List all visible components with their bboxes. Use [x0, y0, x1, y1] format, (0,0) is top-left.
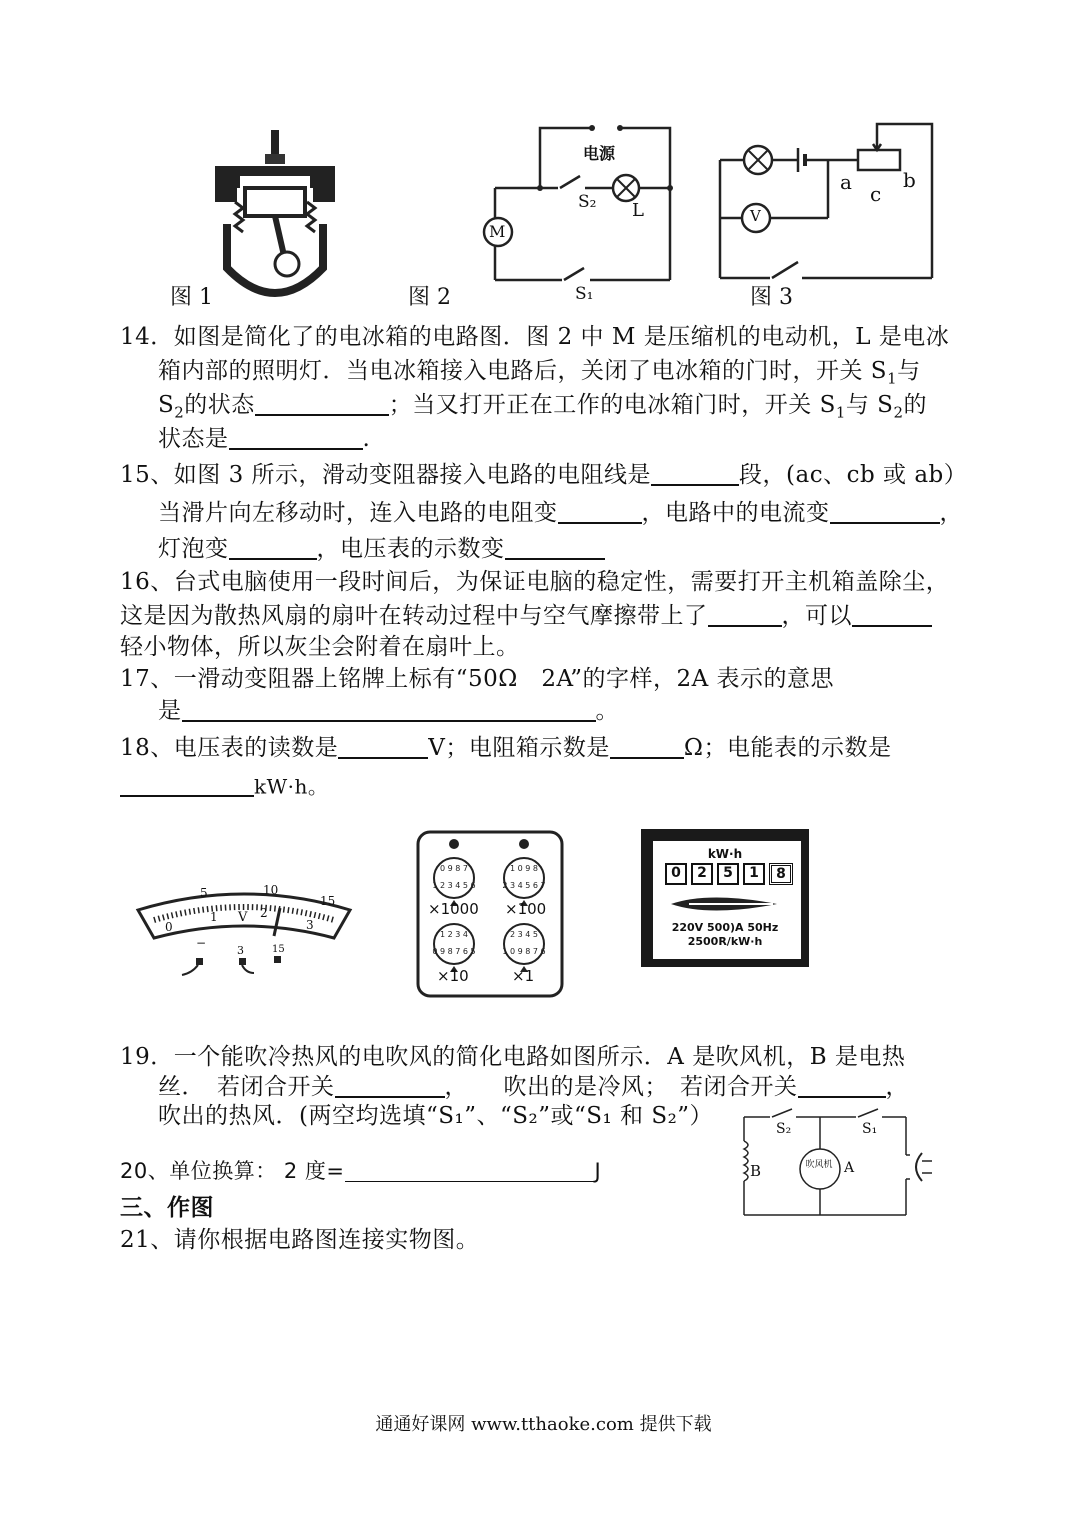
svg-text:1 0 9 8: 1 0 9 8: [510, 864, 538, 873]
q19-line-3: 吹出的热风．(两空均选填“S₁”、“S₂”或“S₁ 和 S₂”）: [158, 1103, 714, 1129]
svg-text:1 2 3 4 5 6: 1 2 3 4 5 6: [432, 881, 476, 890]
figure-2-s1-label: S₁: [575, 284, 594, 304]
resistance-box-x1: ×1: [512, 967, 535, 985]
figure-3-a-label: a: [840, 170, 852, 194]
q15-blank-voltmeter[interactable]: [505, 533, 605, 560]
voltmeter-scale-bottom-2: 2: [260, 906, 268, 920]
q19-line-2: 丝． 若闭合开关 ， 吹出的是冷风； 若闭合开关 ，: [158, 1068, 909, 1101]
svg-text:2 3 4 5 6 7: 2 3 4 5 6 7: [502, 881, 546, 890]
resistance-box-x10: ×10: [437, 967, 469, 985]
energy-meter-spec-2: 2500R/kW·h: [687, 935, 763, 948]
figure-2-s2-label: S₂: [578, 192, 597, 212]
q15-blank-resistance[interactable]: [558, 497, 642, 524]
energy-meter-spec-1: 220V 500)A 50Hz: [671, 921, 779, 934]
q15-blank-current[interactable]: [830, 497, 940, 524]
q19-line-1: 19．一个能吹冷热风的电吹风的简化电路如图所示．A 是吹风机，B 是电热: [120, 1044, 906, 1070]
q16-blank-attract[interactable]: [852, 600, 932, 627]
figure-3-voltmeter-label: V: [750, 207, 761, 225]
q17-line-1: 17、一滑动变阻器上铭牌上标有“50Ω 2A”的字样，2A 表示的意思: [120, 666, 835, 692]
figure-2-source-label: 电源: [583, 144, 616, 163]
voltmeter-unit: V: [238, 910, 248, 925]
q19-blank-cold[interactable]: [335, 1071, 445, 1098]
q18-blank-voltage[interactable]: [338, 732, 428, 759]
svg-text:0 9 8 7 6 5: 0 9 8 7 6 5: [432, 947, 476, 956]
figure-3-c-label: c: [870, 182, 882, 206]
q16-line-3: 轻小物体，所以灰尘会附着在扇叶上。: [120, 634, 520, 660]
svg-text:2 3 4 5: 2 3 4 5: [510, 930, 538, 939]
q14-blank-2[interactable]: [229, 423, 363, 450]
hair-dryer-s1-label: S₁: [862, 1121, 878, 1137]
energy-meter-digit-2: 2: [691, 863, 713, 885]
hair-dryer-circuit: [734, 1105, 944, 1223]
q15-line-3: 灯泡变 ，电压表的示数变: [158, 530, 605, 563]
q18-blank-energy[interactable]: [120, 770, 254, 797]
voltmeter-scale-top-5: 5: [200, 886, 208, 900]
voltmeter-terminal-neg: −: [196, 936, 207, 950]
energy-meter-digit-4: 1: [743, 863, 765, 885]
q21-line: 21、请你根据电路图连接实物图。: [120, 1227, 480, 1253]
q20-line: 20、单位换算： 2 度= J: [120, 1159, 602, 1183]
energy-meter-figure: [641, 829, 809, 967]
figure-3-b-label: b: [903, 168, 916, 192]
energy-meter-digit-5: 8: [769, 863, 793, 885]
energy-meter-digits: [665, 863, 793, 885]
voltmeter-terminal-15: 15: [272, 944, 285, 955]
voltmeter-terminal-3: 3: [237, 944, 244, 957]
hair-dryer-s2-label: S₂: [776, 1121, 792, 1137]
q15-blank-segment[interactable]: [651, 459, 739, 486]
q15-blank-lamp[interactable]: [229, 533, 317, 560]
figure-2-lamp-label: L: [632, 200, 644, 221]
resistance-box-x100: ×100: [505, 900, 547, 918]
q16-line-2: 这是因为散热风扇的扇叶在转动过程中与空气摩擦带上了 ，可以: [120, 597, 932, 630]
q14-line-1: 14．如图是简化了的电冰箱的电路图．图 2 中 M 是压缩机的电动机，L 是电冰: [120, 324, 950, 350]
q19-blank-hot[interactable]: [798, 1071, 886, 1098]
q14-blank-1[interactable]: [255, 389, 389, 416]
figure-3-circuit: [712, 118, 942, 288]
figure-1-engine: [205, 128, 345, 306]
voltmeter-scale-bottom-3: 3: [306, 918, 314, 932]
voltmeter-scale-bottom-1: 1: [210, 910, 218, 924]
q16-blank-charge[interactable]: [708, 600, 782, 627]
figure-2-caption: 图 2: [408, 285, 451, 310]
q18-blank-resistance[interactable]: [610, 732, 684, 759]
q16-line-1: 16、台式电脑使用一段时间后，为保证电脑的稳定性，需要打开主机箱盖除尘，: [120, 569, 950, 595]
energy-meter-digit-1: 0: [665, 863, 687, 885]
q18-line-1: 18、电压表的读数是 V；电阻箱示数是 Ω；电能表的示数是: [120, 729, 891, 762]
q14-line-4: 状态是 .: [158, 420, 370, 453]
svg-text:1 2 3 4: 1 2 3 4: [440, 930, 468, 939]
energy-meter-digit-3: 5: [717, 863, 739, 885]
voltmeter-scale-bottom-0: 0: [165, 920, 173, 934]
hair-dryer-fan-label: 吹风机: [805, 1160, 833, 1170]
q17-line-2: 是 。: [158, 692, 619, 725]
q18-line-2: kW·h。: [120, 770, 328, 799]
q14-line-2: 箱内部的照明灯．当电冰箱接入电路后，关闭了电冰箱的门时，开关 $S_1$与: [158, 358, 921, 388]
q20-blank[interactable]: [345, 1158, 595, 1182]
hair-dryer-a-label: A: [844, 1160, 855, 1176]
energy-meter-unit: kW·h: [707, 847, 743, 861]
q15-line-2: 当滑片向左移动时，连入电路的电阻变 ，电路中的电流变 ，: [158, 494, 963, 527]
hair-dryer-b-label: B: [750, 1162, 762, 1180]
section-3-heading: 三、作图: [120, 1194, 214, 1221]
figure-1-caption: 图 1: [170, 285, 213, 310]
resistance-box-x1000: ×1000: [428, 900, 479, 918]
figure-3-caption: 图 3: [750, 285, 793, 310]
svg-text:1 0 9 8 7 6: 1 0 9 8 7 6: [502, 947, 546, 956]
voltmeter-scale-top-15: 15: [320, 894, 336, 908]
voltmeter-scale-top-10: 10: [263, 883, 279, 897]
q17-blank-meaning[interactable]: [182, 695, 596, 722]
q14-line-3: $S_2$的状态 ；当又打开正在工作的电冰箱门时，开关 $S_1$与 $S_2$的: [158, 386, 927, 422]
svg-text:0 9 8 7: 0 9 8 7: [440, 864, 468, 873]
figure-2-motor-label: M: [489, 222, 506, 241]
q15-line-1: 15、如图 3 所示，滑动变阻器接入电路的电阻线是 段，(ac、cb 或 ab）: [120, 456, 967, 489]
page-footer: 通通好课网 www.tthaoke.com 提供下载: [375, 1414, 712, 1435]
